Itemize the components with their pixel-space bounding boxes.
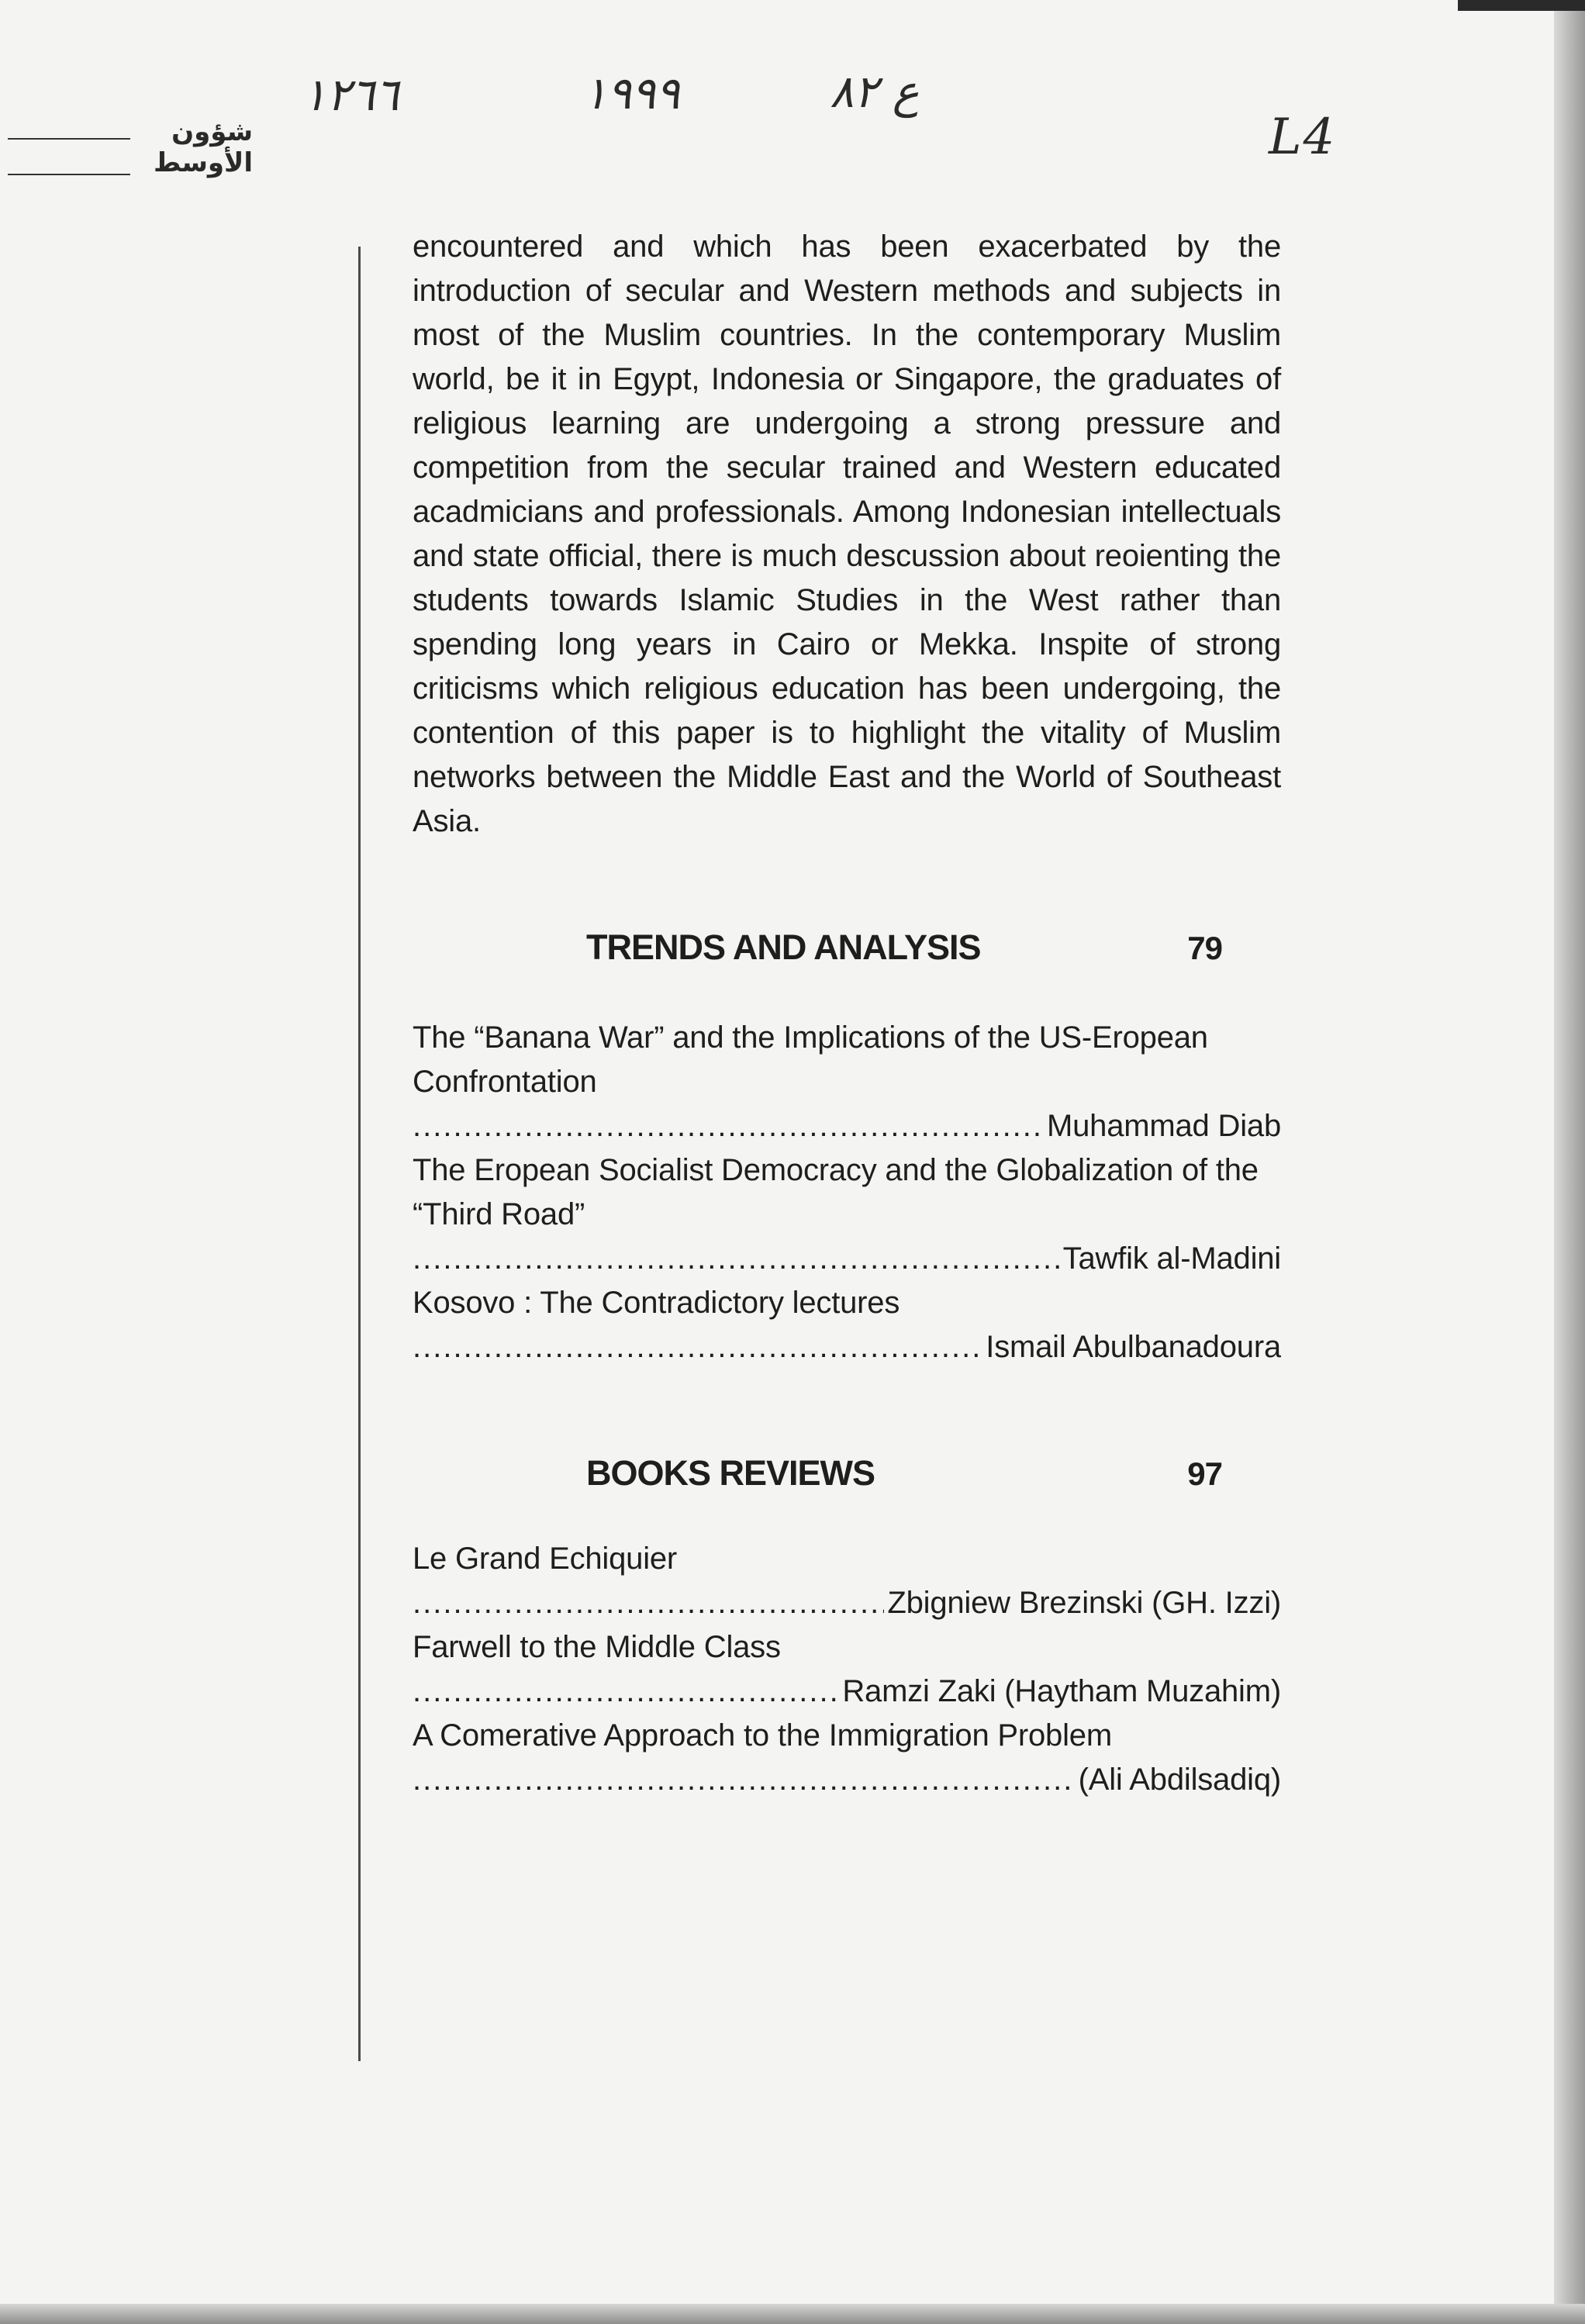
entry-author-line [413, 1104, 1281, 1148]
entry-title: Farwell to the Middle Class [413, 1630, 781, 1664]
entry-author-line [413, 1325, 1281, 1369]
handwritten-corner-mark: L4 [1269, 109, 1337, 166]
page-edge [1554, 0, 1585, 2324]
leader-dots [413, 1325, 982, 1369]
entry-title: A Comerative Approach to the Immigration Problem [413, 1718, 1112, 1752]
entry-author: Tawfik al-Madini [1062, 1241, 1281, 1276]
section-page-number: 79 [1187, 930, 1222, 966]
entry-author: (Ali Abdilsadiq) [1078, 1763, 1281, 1797]
toc-entry[interactable] [413, 1537, 1281, 1625]
toc-entry[interactable] [413, 1281, 1281, 1369]
leader-dots [413, 1237, 1060, 1281]
handwritten-issue: ع ٨٢ [830, 65, 920, 118]
entry-author: Ramzi Zaki (Haytham Muzahim) [842, 1674, 1281, 1708]
scan-shadow [1458, 0, 1585, 11]
section-heading-books [586, 1453, 1222, 1494]
section-heading-text: TRENDS AND ANALYSIS [586, 927, 981, 967]
body-paragraph: encountered and which has been exacerbated by the introduction of secular and Western methods and subjects in most of the Muslim countries. In the contemporary Muslim world, be it in Egypt, Indonesia or Singapore, the graduates of religious learning are undergoing a strong pressure and competition from the secular trained and Western educated acadmicians and professionals. Among Indonesian intellectuals and state official, there is much descussion about reoienting the students towards Islamic Studies in the West rather than spending long years in Cairo or Mekka. Inspite of strong criticisms which religious education has been undergoing, the contention of this paper is to highlight the vitality of Muslim networks between the Middle East and the World of Southeast Asia. [413, 230, 1281, 838]
leader-dots [413, 1104, 1044, 1148]
entry-author-line [413, 1237, 1281, 1281]
toc-entry[interactable] [413, 1625, 1281, 1714]
leader-dots [413, 1670, 839, 1714]
entry-author: Ismail Abulbanadoura [986, 1330, 1281, 1364]
section-heading-trends [586, 927, 1222, 968]
section-page-number: 97 [1187, 1456, 1222, 1492]
entry-title: The Eropean Socialist Democracy and the Globalization of the “Third Road” [413, 1153, 1259, 1231]
logo-rule-bottom [8, 174, 130, 175]
entry-author-line [413, 1581, 1281, 1625]
toc-entry[interactable] [413, 1714, 1281, 1802]
toc-entry[interactable] [413, 1016, 1281, 1148]
margin-rule [358, 247, 361, 2061]
journal-logo: شؤون الأوسط [154, 116, 253, 178]
entry-title: The “Banana War” and the Implications of the US-Eropean Confrontation [413, 1020, 1208, 1099]
toc-entry[interactable] [413, 1148, 1281, 1281]
page-bottom-edge [0, 2304, 1585, 2324]
entry-author-line [413, 1670, 1281, 1714]
entry-title: Kosovo : The Contradictory lectures [413, 1286, 900, 1320]
section-heading-text: BOOKS REVIEWS [586, 1453, 875, 1493]
entry-author: Muhammad Diab [1047, 1109, 1281, 1143]
logo-rule-top [8, 138, 130, 140]
entry-author-line [413, 1758, 1281, 1802]
handwritten-year: ١٩٩٩ [583, 67, 680, 119]
entry-title: Le Grand Echiquier [413, 1542, 678, 1576]
leader-dots [413, 1581, 884, 1625]
entry-author: Zbigniew Brezinski (GH. Izzi) [887, 1586, 1281, 1620]
handwritten-ref-number: ١٢٦٦ [302, 68, 399, 121]
leader-dots [413, 1758, 1076, 1802]
